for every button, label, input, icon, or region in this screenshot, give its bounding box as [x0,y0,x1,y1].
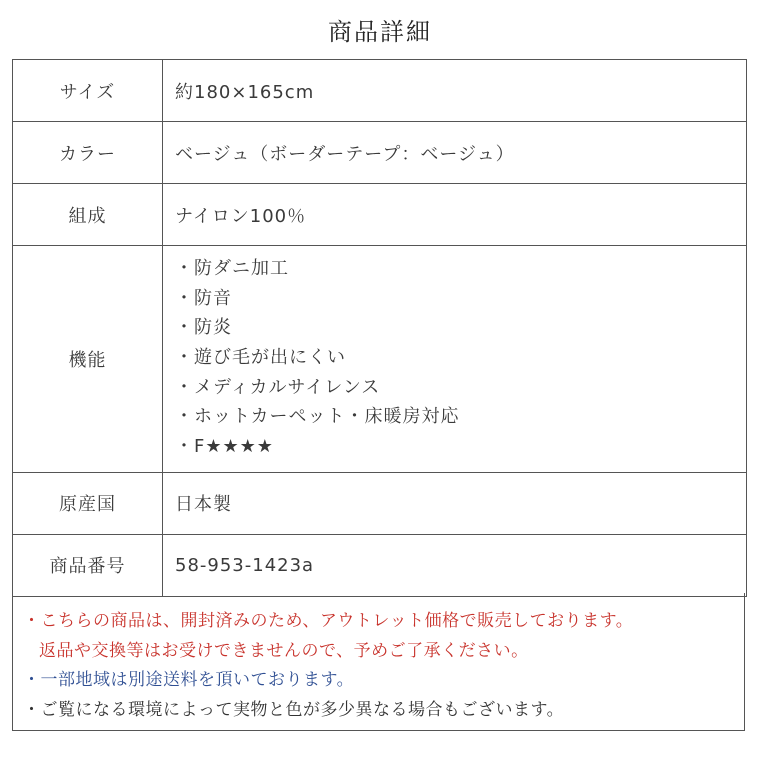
product-details-table [12,59,747,597]
color-label: カラー [13,122,163,184]
table-row [13,60,747,122]
note-no-returns: 返品や交換等はお受けできませんので、予めご了承ください。 [39,640,529,661]
feature-item: ・ホットカーペット・床暖房対応 [175,406,460,428]
note-shipping: ・一部地域は別途送料を頂いております。 [23,670,355,690]
product-number-value: 58-953-1423a [163,534,747,596]
features-label: 機能 [13,246,163,473]
material-value: ナイロン100％ [163,184,747,246]
product-number-label: 商品番号 [13,534,163,596]
color-value: ベージュ（ボーダーテープ：ベージュ） [163,122,747,184]
page-title: 商品詳細 [328,18,432,46]
table-row [13,472,747,534]
feature-item: ・F★★★★ [175,436,274,458]
table-row [13,534,747,596]
size-label: サイズ [13,60,163,122]
note-color-difference: ・ご覧になる環境によって実物と色が多少異なる場合もございます。 [23,699,565,720]
feature-item: ・防炎 [175,317,232,339]
feature-item: ・遊び毛が出にくい [175,347,346,369]
feature-item: ・メディカルサイレンス [175,376,381,398]
features-list [163,246,747,473]
feature-item: ・防ダニ加工 [175,258,289,279]
table-row [13,122,747,184]
size-value: 約180×165cm [163,60,747,122]
table-row [13,246,747,473]
notes-box [12,593,745,731]
material-label: 組成 [13,184,163,246]
feature-item: ・防音 [175,287,232,309]
origin-label: 原産国 [13,472,163,534]
origin-value: 日本製 [163,472,747,534]
table-row [13,184,747,246]
note-outlet: ・こちらの商品は、開封済みのため、アウトレット価格で販売しております。 [23,611,634,631]
